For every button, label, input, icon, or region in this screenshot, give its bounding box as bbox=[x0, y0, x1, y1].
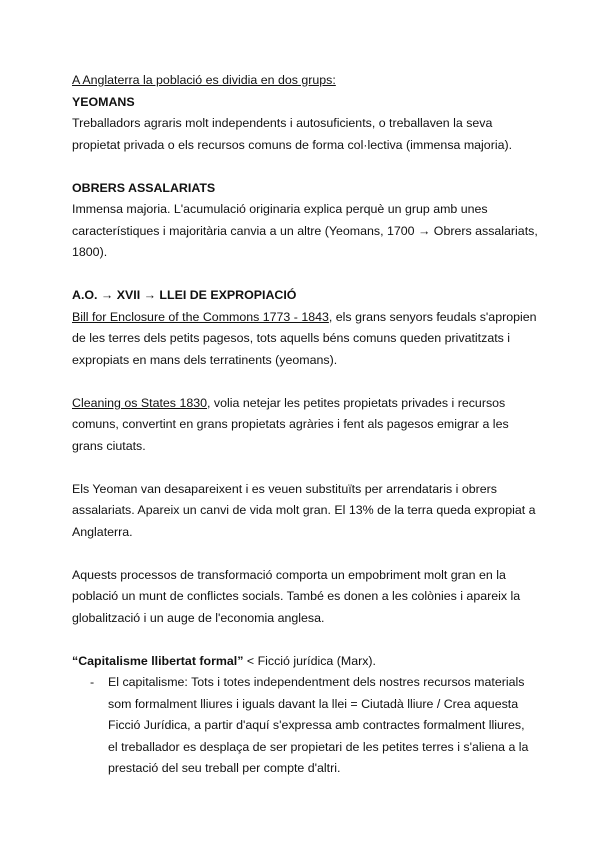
capitalisme-heading bbox=[72, 651, 542, 673]
intro-heading: A Anglaterra la població es dividia en dos grups: bbox=[72, 73, 336, 87]
bill-enclosure-link[interactable]: Bill for Enclosure of the Commons 1773 - 1843 bbox=[72, 309, 329, 324]
yeomans-title: YEOMANS bbox=[72, 94, 135, 109]
ao-title: A.O. → XVII → LLEI DE EXPROPIACIÓ bbox=[72, 288, 297, 302]
yeoman-para-line: Anglaterra. bbox=[72, 524, 133, 539]
yeoman-para-line: assalariats. Apareix un canvi de vida molt gran. El 13% de la terra queda expropiat a bbox=[72, 503, 536, 517]
paragraph-gap bbox=[72, 457, 542, 479]
obrers-line: 1800). bbox=[72, 245, 108, 259]
cleaning-states-link[interactable]: Cleaning os States 1830 bbox=[72, 395, 208, 410]
obrers-title: OBRERS ASSALARIATS bbox=[72, 180, 216, 195]
capitalisme-rest: < Ficció jurídica (Marx). bbox=[243, 653, 376, 668]
processos-line: globalització i un auge de l'economia anglesa. bbox=[72, 610, 325, 625]
paragraph-gap bbox=[72, 629, 542, 651]
list-item-line: som formalment lliures i iguals davant la llei = Ciutadà lliure / Crea aquesta bbox=[108, 696, 519, 711]
obrers-line: característiques i majoritària canvia a un altre (Yeomans, 1700 → Obrers assalariats, bbox=[72, 223, 538, 238]
list-item-line: el treballador es desplaça de ser propietari de les petites terres i s'aliena a la bbox=[108, 739, 529, 754]
list-item-line: Ficció Jurídica, a partir d'aquí s'expressa amb contractes formalment lliures, bbox=[108, 718, 525, 732]
ao-line: expropiats en mans dels terratinents (yeomans). bbox=[72, 352, 338, 367]
document-page bbox=[72, 70, 542, 780]
yeoman-para-line: Els Yeoman van desapareixent i es veuen substituïts per arrendataris i obrers bbox=[72, 481, 497, 496]
cleaning-line: grans ciutats. bbox=[72, 438, 146, 453]
bullet-dash: - bbox=[90, 675, 95, 689]
list-item-line: El capitalisme: Tots i totes independentment dels nostres recursos materials bbox=[108, 675, 525, 689]
yeomans-line: Treballadors agraris molt independents i autosuficients, o treballaven la seva bbox=[72, 116, 493, 130]
paragraph-gap bbox=[72, 156, 542, 178]
ao-first-line bbox=[72, 307, 542, 329]
cleaning-line: comuns, convertint en grans propietats agràries i fent als pagesos emigrar a les bbox=[72, 417, 509, 431]
list-item-line: prestació del seu treball per compte d'altri. bbox=[108, 761, 341, 775]
processos-line: Aquests processos de transformació comporta un empobriment molt gran en la bbox=[72, 567, 506, 582]
ao-line: de les terres dels petits pagesos, tots aquells béns comuns queden privatitzats i bbox=[72, 331, 511, 345]
list-item bbox=[72, 672, 542, 780]
paragraph-gap bbox=[72, 543, 542, 565]
capitalisme-title: “Capitalisme llibertat formal” bbox=[72, 653, 244, 668]
cleaning-first-line bbox=[72, 393, 542, 415]
paragraph-gap bbox=[72, 264, 542, 286]
paragraph-gap bbox=[72, 371, 542, 393]
processos-line: població un munt de conflictes socials. També es donen a les colònies i apareix la bbox=[72, 589, 521, 603]
obrers-line: Immensa majoria. L'acumulació originaria explica perquè un grup amb unes bbox=[72, 202, 488, 216]
ao-first-line-rest: , els grans senyors feudals s'apropien bbox=[328, 309, 537, 324]
cleaning-first-line-rest: , volia netejar les petites propietats privades i recursos bbox=[207, 395, 506, 410]
yeomans-line: propietat privada o els recursos comuns de forma col·lectiva (immensa majoria). bbox=[72, 137, 513, 152]
